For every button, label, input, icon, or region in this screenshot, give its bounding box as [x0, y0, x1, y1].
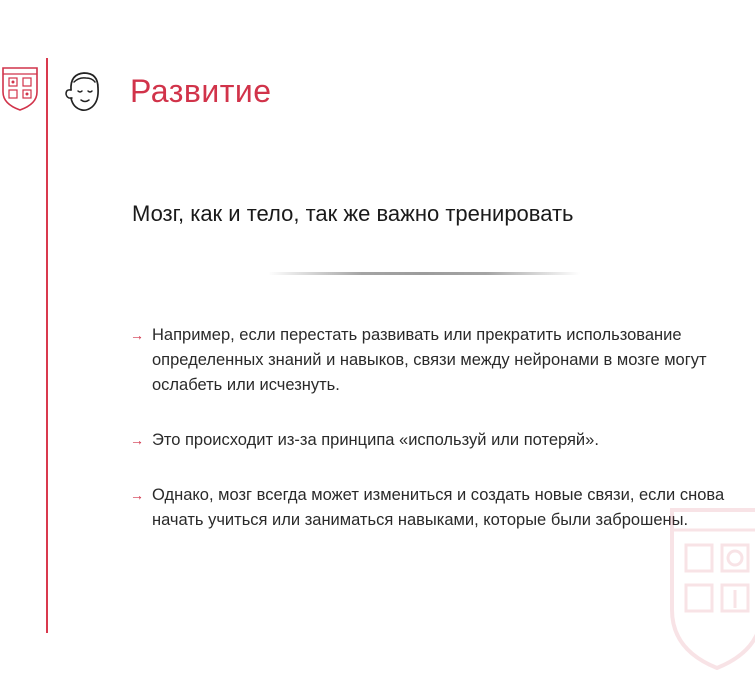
list-item: [130, 323, 730, 398]
arrow-right-icon: →: [130, 487, 144, 503]
university-crest-icon: [0, 64, 40, 112]
relaxed-face-icon: [62, 68, 106, 114]
arrow-right-icon: →: [130, 432, 144, 448]
bullet-text: Однако, мозг всегда может измениться и создать новые связи, если снова начать учиться или заниматься навыками, которые были заброшены.: [152, 486, 725, 529]
crest-watermark-icon: [662, 500, 755, 670]
headline: Мозг, как и тело, так же важно тренировать: [132, 201, 574, 226]
list-item: [130, 428, 730, 453]
divider: [268, 272, 580, 275]
section-title: Развитие: [130, 73, 272, 109]
bullet-list: [130, 323, 730, 533]
arrow-right-icon: →: [130, 327, 144, 343]
list-item: [130, 483, 730, 533]
vertical-accent-line: [46, 58, 48, 633]
bullet-text: Это происходит из-за принципа «используй или потеряй».: [152, 431, 599, 449]
bullet-text: Например, если перестать развивать или прекратить использование определенных знаний и навыков, связи между нейронами в мозге могут ослабеть или исчезнуть.: [152, 326, 707, 394]
